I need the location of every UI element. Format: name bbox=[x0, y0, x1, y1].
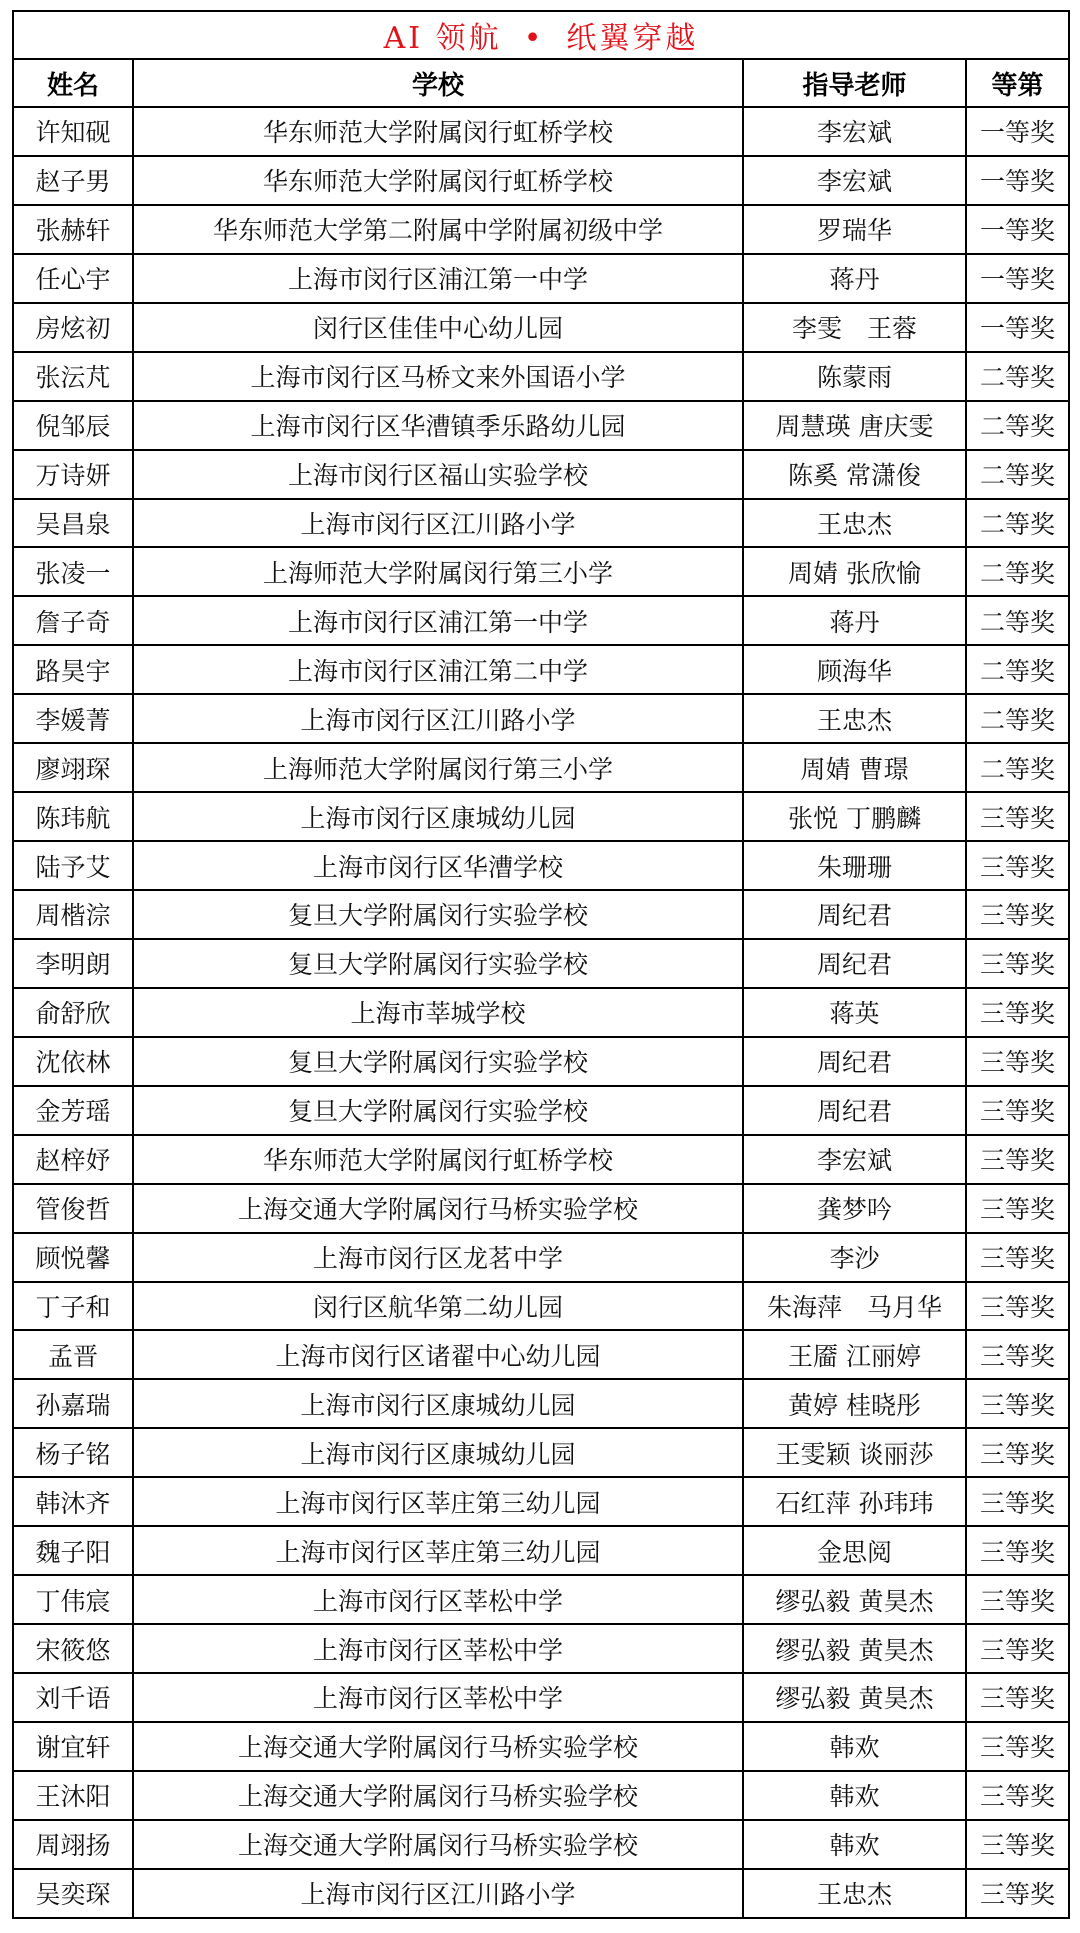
table-row bbox=[13, 1135, 1069, 1184]
cell-school: 上海师范大学附属闵行第三小学 bbox=[133, 743, 743, 792]
cell-teacher: 王忠杰 bbox=[743, 694, 966, 743]
cell-school: 上海市闵行区莘松中学 bbox=[133, 1673, 743, 1722]
cell-award: 三等奖 bbox=[966, 1477, 1069, 1526]
table-row bbox=[13, 499, 1069, 548]
cell-teacher: 罗瑞华 bbox=[743, 205, 966, 254]
cell-name: 周楷淙 bbox=[13, 890, 133, 939]
cell-award: 三等奖 bbox=[966, 1673, 1069, 1722]
cell-award: 二等奖 bbox=[966, 401, 1069, 450]
table-row bbox=[13, 1624, 1069, 1673]
cell-teacher: 周纪君 bbox=[743, 939, 966, 988]
cell-name: 金芳瑶 bbox=[13, 1086, 133, 1135]
table-row bbox=[13, 1428, 1069, 1477]
column-header-award: 等第 bbox=[966, 59, 1069, 107]
cell-award: 三等奖 bbox=[966, 1184, 1069, 1233]
cell-teacher: 黄婷 桂晓彤 bbox=[743, 1379, 966, 1428]
cell-name: 詹子奇 bbox=[13, 596, 133, 645]
cell-award: 二等奖 bbox=[966, 499, 1069, 548]
cell-name: 孟晋 bbox=[13, 1330, 133, 1379]
table-row bbox=[13, 254, 1069, 303]
cell-award: 二等奖 bbox=[966, 352, 1069, 401]
table-row bbox=[13, 1379, 1069, 1428]
cell-award: 三等奖 bbox=[966, 890, 1069, 939]
cell-award: 三等奖 bbox=[966, 1037, 1069, 1086]
cell-school: 复旦大学附属闵行实验学校 bbox=[133, 1037, 743, 1086]
cell-award: 三等奖 bbox=[966, 792, 1069, 841]
cell-award: 一等奖 bbox=[966, 205, 1069, 254]
cell-award: 三等奖 bbox=[966, 1526, 1069, 1575]
table-row bbox=[13, 547, 1069, 596]
cell-school: 上海师范大学附属闵行第三小学 bbox=[133, 547, 743, 596]
cell-name: 房炫初 bbox=[13, 303, 133, 352]
cell-award: 三等奖 bbox=[966, 1282, 1069, 1331]
table-row bbox=[13, 1526, 1069, 1575]
cell-school: 上海市闵行区康城幼儿园 bbox=[133, 792, 743, 841]
cell-teacher: 李雯 王蓉 bbox=[743, 303, 966, 352]
cell-teacher: 王忠杰 bbox=[743, 499, 966, 548]
cell-name: 张赫轩 bbox=[13, 205, 133, 254]
cell-name: 俞舒欣 bbox=[13, 988, 133, 1037]
cell-name: 吴奕琛 bbox=[13, 1869, 133, 1918]
cell-teacher: 王忠杰 bbox=[743, 1869, 966, 1918]
cell-name: 韩沐齐 bbox=[13, 1477, 133, 1526]
cell-award: 一等奖 bbox=[966, 107, 1069, 156]
cell-name: 赵子男 bbox=[13, 156, 133, 205]
table-row bbox=[13, 156, 1069, 205]
cell-award: 二等奖 bbox=[966, 596, 1069, 645]
award-table bbox=[12, 10, 1070, 1919]
cell-award: 一等奖 bbox=[966, 303, 1069, 352]
cell-teacher: 朱珊珊 bbox=[743, 841, 966, 890]
table-title bbox=[13, 11, 1069, 59]
cell-school: 上海市闵行区浦江第二中学 bbox=[133, 645, 743, 694]
cell-teacher: 李宏斌 bbox=[743, 107, 966, 156]
cell-teacher: 顾海华 bbox=[743, 645, 966, 694]
table-row bbox=[13, 303, 1069, 352]
table-row bbox=[13, 1184, 1069, 1233]
cell-award: 二等奖 bbox=[966, 694, 1069, 743]
cell-school: 华东师范大学第二附属中学附属初级中学 bbox=[133, 205, 743, 254]
cell-teacher: 陈奚 常潇俊 bbox=[743, 450, 966, 499]
title-part-1: AI 领航 bbox=[383, 21, 502, 56]
cell-name: 魏子阳 bbox=[13, 1526, 133, 1575]
cell-school: 上海市莘城学校 bbox=[133, 988, 743, 1037]
table-row bbox=[13, 1477, 1069, 1526]
cell-school: 上海市闵行区莘庄第三幼儿园 bbox=[133, 1477, 743, 1526]
cell-name: 周翊扬 bbox=[13, 1820, 133, 1869]
table-row bbox=[13, 645, 1069, 694]
cell-name: 李明朗 bbox=[13, 939, 133, 988]
cell-name: 王沐阳 bbox=[13, 1771, 133, 1820]
table-row bbox=[13, 1282, 1069, 1331]
cell-award: 三等奖 bbox=[966, 1428, 1069, 1477]
cell-award: 三等奖 bbox=[966, 1624, 1069, 1673]
cell-award: 三等奖 bbox=[966, 1575, 1069, 1624]
cell-name: 任心宇 bbox=[13, 254, 133, 303]
cell-name: 廖翊琛 bbox=[13, 743, 133, 792]
cell-school: 上海交通大学附属闵行马桥实验学校 bbox=[133, 1722, 743, 1771]
table-row bbox=[13, 450, 1069, 499]
cell-teacher: 周慧瑛 唐庆雯 bbox=[743, 401, 966, 450]
table-body bbox=[13, 107, 1069, 1918]
cell-award: 三等奖 bbox=[966, 1086, 1069, 1135]
cell-award: 三等奖 bbox=[966, 841, 1069, 890]
cell-award: 一等奖 bbox=[966, 156, 1069, 205]
cell-school: 上海市闵行区江川路小学 bbox=[133, 499, 743, 548]
cell-award: 二等奖 bbox=[966, 645, 1069, 694]
cell-teacher: 李沙 bbox=[743, 1233, 966, 1282]
cell-award: 三等奖 bbox=[966, 1869, 1069, 1918]
cell-name: 许知砚 bbox=[13, 107, 133, 156]
table-row bbox=[13, 205, 1069, 254]
cell-name: 宋筱悠 bbox=[13, 1624, 133, 1673]
cell-teacher: 周纪君 bbox=[743, 890, 966, 939]
cell-award: 三等奖 bbox=[966, 1379, 1069, 1428]
cell-name: 谢宜轩 bbox=[13, 1722, 133, 1771]
cell-school: 上海市闵行区华漕学校 bbox=[133, 841, 743, 890]
cell-teacher: 周纪君 bbox=[743, 1086, 966, 1135]
cell-name: 顾悦馨 bbox=[13, 1233, 133, 1282]
cell-name: 李媛菁 bbox=[13, 694, 133, 743]
table-row bbox=[13, 743, 1069, 792]
cell-teacher: 朱海萍 马月华 bbox=[743, 1282, 966, 1331]
cell-name: 刘千语 bbox=[13, 1673, 133, 1722]
cell-teacher: 蒋丹 bbox=[743, 596, 966, 645]
cell-award: 三等奖 bbox=[966, 1233, 1069, 1282]
cell-award: 三等奖 bbox=[966, 988, 1069, 1037]
table-row bbox=[13, 988, 1069, 1037]
cell-award: 三等奖 bbox=[966, 939, 1069, 988]
cell-school: 上海市闵行区莘松中学 bbox=[133, 1575, 743, 1624]
cell-school: 华东师范大学附属闵行虹桥学校 bbox=[133, 1135, 743, 1184]
cell-name: 沈依林 bbox=[13, 1037, 133, 1086]
header-row bbox=[13, 59, 1069, 107]
cell-name: 吴昌泉 bbox=[13, 499, 133, 548]
cell-teacher: 张悦 丁鹏麟 bbox=[743, 792, 966, 841]
cell-teacher: 缪弘毅 黄昊杰 bbox=[743, 1575, 966, 1624]
cell-school: 华东师范大学附属闵行虹桥学校 bbox=[133, 156, 743, 205]
cell-name: 丁伟宸 bbox=[13, 1575, 133, 1624]
cell-school: 上海市闵行区莘庄第三幼儿园 bbox=[133, 1526, 743, 1575]
cell-school: 上海市闵行区康城幼儿园 bbox=[133, 1428, 743, 1477]
table-row bbox=[13, 841, 1069, 890]
table-row bbox=[13, 1330, 1069, 1379]
table-row bbox=[13, 694, 1069, 743]
table-row bbox=[13, 939, 1069, 988]
cell-award: 二等奖 bbox=[966, 450, 1069, 499]
cell-school: 上海市闵行区马桥文来外国语小学 bbox=[133, 352, 743, 401]
title-part-2: 纸翼穿越 bbox=[566, 21, 699, 56]
cell-school: 上海市闵行区华漕镇季乐路幼儿园 bbox=[133, 401, 743, 450]
cell-award: 三等奖 bbox=[966, 1771, 1069, 1820]
cell-teacher: 周纪君 bbox=[743, 1037, 966, 1086]
cell-award: 三等奖 bbox=[966, 1330, 1069, 1379]
award-list bbox=[12, 10, 1068, 1919]
column-header-school: 学校 bbox=[133, 59, 743, 107]
cell-teacher: 韩欢 bbox=[743, 1820, 966, 1869]
cell-teacher: 缪弘毅 黄昊杰 bbox=[743, 1673, 966, 1722]
title-row bbox=[13, 11, 1069, 59]
cell-name: 张沄芃 bbox=[13, 352, 133, 401]
column-header-name: 姓名 bbox=[13, 59, 133, 107]
cell-school: 复旦大学附属闵行实验学校 bbox=[133, 939, 743, 988]
cell-teacher: 缪弘毅 黄昊杰 bbox=[743, 1624, 966, 1673]
cell-school: 复旦大学附属闵行实验学校 bbox=[133, 890, 743, 939]
table-row bbox=[13, 596, 1069, 645]
table-row bbox=[13, 1722, 1069, 1771]
cell-school: 上海市闵行区浦江第一中学 bbox=[133, 254, 743, 303]
cell-teacher: 石红萍 孙玮玮 bbox=[743, 1477, 966, 1526]
cell-name: 赵梓妤 bbox=[13, 1135, 133, 1184]
cell-name: 陆予艾 bbox=[13, 841, 133, 890]
table-row bbox=[13, 1771, 1069, 1820]
cell-teacher: 王靥 江丽婷 bbox=[743, 1330, 966, 1379]
table-row bbox=[13, 890, 1069, 939]
cell-name: 孙嘉瑞 bbox=[13, 1379, 133, 1428]
cell-school: 上海市闵行区江川路小学 bbox=[133, 1869, 743, 1918]
cell-school: 上海交通大学附属闵行马桥实验学校 bbox=[133, 1184, 743, 1233]
table-row bbox=[13, 1233, 1069, 1282]
cell-name: 杨子铭 bbox=[13, 1428, 133, 1477]
cell-name: 丁子和 bbox=[13, 1282, 133, 1331]
cell-name: 倪邹辰 bbox=[13, 401, 133, 450]
cell-award: 二等奖 bbox=[966, 547, 1069, 596]
table-row bbox=[13, 401, 1069, 450]
cell-name: 管俊哲 bbox=[13, 1184, 133, 1233]
table-row bbox=[13, 1086, 1069, 1135]
cell-school: 闵行区航华第二幼儿园 bbox=[133, 1282, 743, 1331]
cell-school: 华东师范大学附属闵行虹桥学校 bbox=[133, 107, 743, 156]
cell-award: 三等奖 bbox=[966, 1722, 1069, 1771]
table-row bbox=[13, 1820, 1069, 1869]
cell-school: 上海市闵行区莘松中学 bbox=[133, 1624, 743, 1673]
cell-school: 上海交通大学附属闵行马桥实验学校 bbox=[133, 1820, 743, 1869]
table-row bbox=[13, 107, 1069, 156]
title-dot: • bbox=[523, 21, 545, 56]
cell-school: 上海市闵行区江川路小学 bbox=[133, 694, 743, 743]
table-row bbox=[13, 1575, 1069, 1624]
table-row bbox=[13, 792, 1069, 841]
cell-school: 上海市闵行区福山实验学校 bbox=[133, 450, 743, 499]
cell-award: 三等奖 bbox=[966, 1820, 1069, 1869]
cell-school: 上海市闵行区浦江第一中学 bbox=[133, 596, 743, 645]
cell-teacher: 王雯颖 谈丽莎 bbox=[743, 1428, 966, 1477]
cell-teacher: 周婧 曹璟 bbox=[743, 743, 966, 792]
cell-teacher: 周婧 张欣愉 bbox=[743, 547, 966, 596]
cell-name: 路昊宇 bbox=[13, 645, 133, 694]
table-row bbox=[13, 1673, 1069, 1722]
cell-name: 陈玮航 bbox=[13, 792, 133, 841]
cell-teacher: 蒋英 bbox=[743, 988, 966, 1037]
cell-award: 三等奖 bbox=[966, 1135, 1069, 1184]
column-header-teacher: 指导老师 bbox=[743, 59, 966, 107]
cell-teacher: 李宏斌 bbox=[743, 1135, 966, 1184]
cell-school: 上海市闵行区诸翟中心幼儿园 bbox=[133, 1330, 743, 1379]
table-row bbox=[13, 1037, 1069, 1086]
cell-award: 二等奖 bbox=[966, 743, 1069, 792]
cell-school: 上海市闵行区龙茗中学 bbox=[133, 1233, 743, 1282]
cell-award: 一等奖 bbox=[966, 254, 1069, 303]
cell-teacher: 金思阅 bbox=[743, 1526, 966, 1575]
cell-name: 万诗妍 bbox=[13, 450, 133, 499]
table-row bbox=[13, 1869, 1069, 1918]
cell-teacher: 陈蒙雨 bbox=[743, 352, 966, 401]
cell-school: 闵行区佳佳中心幼儿园 bbox=[133, 303, 743, 352]
cell-school: 上海市闵行区康城幼儿园 bbox=[133, 1379, 743, 1428]
cell-school: 上海交通大学附属闵行马桥实验学校 bbox=[133, 1771, 743, 1820]
cell-teacher: 蒋丹 bbox=[743, 254, 966, 303]
table-row bbox=[13, 352, 1069, 401]
cell-teacher: 韩欢 bbox=[743, 1722, 966, 1771]
cell-name: 张凌一 bbox=[13, 547, 133, 596]
cell-teacher: 韩欢 bbox=[743, 1771, 966, 1820]
cell-school: 复旦大学附属闵行实验学校 bbox=[133, 1086, 743, 1135]
cell-teacher: 李宏斌 bbox=[743, 156, 966, 205]
cell-teacher: 龚梦吟 bbox=[743, 1184, 966, 1233]
